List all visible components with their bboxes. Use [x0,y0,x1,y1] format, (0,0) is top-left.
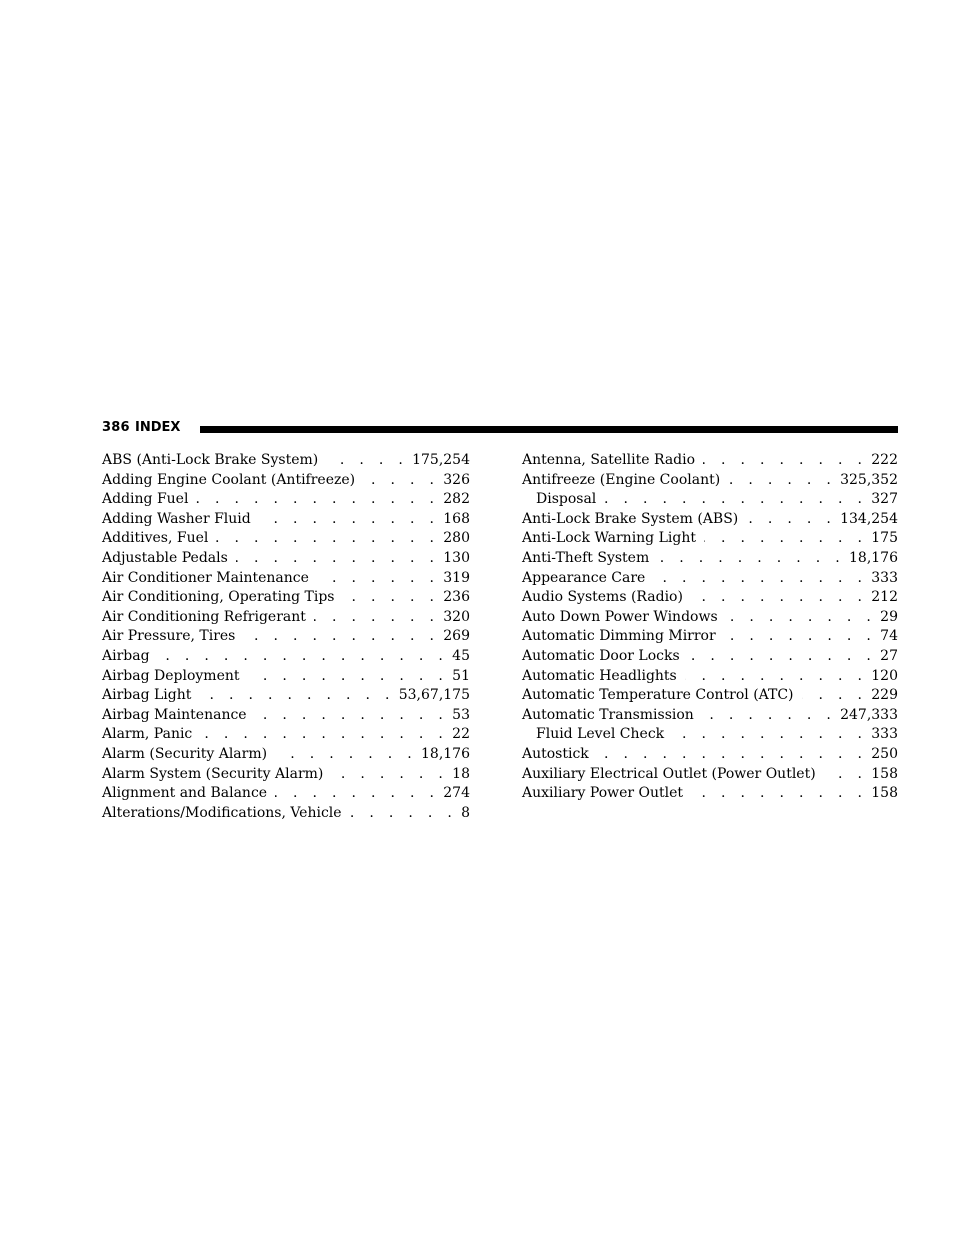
index-entry [102,784,470,804]
dot-leader [802,686,868,706]
index-entry [522,529,898,549]
entry-term: Alterations/Modifications, Vehicle [102,804,342,821]
dot-leader [691,784,867,804]
entry-pages: 175,254 [412,452,470,468]
entry-pages: 250 [871,745,898,762]
dot-leader [350,804,458,824]
dot-leader [199,686,394,706]
index-entry [522,569,898,589]
entry-term: Adding Fuel [102,491,189,508]
index-column-right [522,451,898,804]
entry-term: Adding Washer Fluid [102,510,251,527]
dot-leader [688,647,877,667]
dot-leader [275,745,417,765]
entry-term: Alarm (Security Alarm) [102,745,268,762]
index-entry [102,804,470,824]
entry-term: Automatic Temperature Control (ATC) [522,687,794,704]
section-title: INDEX [135,420,181,435]
dot-leader [604,490,867,510]
entry-pages: 280 [443,530,470,547]
entry-pages: 53,67,175 [398,687,470,704]
index-entry [522,706,898,726]
entry-pages: 74 [880,628,898,645]
entry-pages: 158 [871,785,898,802]
index-entry [102,765,470,785]
entry-term: Automatic Door Locks [522,647,680,664]
entry-term: Auto Down Power Windows [522,608,718,625]
index-entry [102,451,470,471]
entry-pages: 269 [443,628,470,645]
entry-term: Additives, Fuel [102,530,209,547]
entry-term: Adjustable Pedals [102,549,228,566]
entry-pages: 212 [871,589,898,606]
index-entry [522,588,898,608]
entry-pages: 282 [443,491,470,508]
entry-pages: 130 [443,549,470,566]
dot-leader [216,529,439,549]
entry-term: Autostick [522,745,589,762]
index-entry [522,627,898,647]
dot-leader [702,706,836,726]
index-entry [522,745,898,765]
index-entry [522,549,898,569]
entry-pages: 53 [452,706,470,723]
entry-pages: 229 [871,687,898,704]
entry-pages: 326 [443,471,470,488]
entry-pages: 51 [452,667,470,684]
dot-leader [236,549,439,569]
index-entry [102,510,470,530]
entry-term: Airbag Maintenance [102,706,247,723]
entry-term: Automatic Dimming Mirror [522,628,716,645]
entry-pages: 320 [443,608,470,625]
dot-leader [314,608,439,628]
entry-term: Auxiliary Electrical Outlet (Power Outlet) [522,765,816,782]
entry-term: Airbag [102,647,150,664]
dot-leader [685,667,868,687]
dot-leader [326,451,408,471]
entry-term: Appearance Care [522,569,646,586]
entry-term: Alarm, Panic [102,726,193,743]
dot-leader [243,627,439,647]
dot-leader [200,725,448,745]
entry-pages: 158 [871,765,898,782]
index-column-left [102,451,470,823]
entry-pages: 175 [871,530,898,547]
entry-pages: 333 [871,569,898,586]
entry-term: Adding Engine Coolant (Antifreeze) [102,471,356,488]
entry-pages: 120 [871,667,898,684]
index-entry [522,667,898,687]
dot-leader [158,647,449,667]
entry-term: Anti-Lock Warning Light [522,530,696,547]
entry-term: Automatic Headlights [522,667,677,684]
entry-pages: 27 [880,647,898,664]
entry-pages: 247,333 [840,706,898,723]
dot-leader [248,667,449,687]
entry-term: Air Pressure, Tires [102,628,236,645]
index-entry [522,471,898,491]
entry-term: Antifreeze (Engine Coolant) [522,471,721,488]
entry-term: Air Conditioning Refrigerant [102,608,306,625]
entry-pages: 18,176 [849,549,898,566]
dot-leader [255,706,449,726]
dot-leader [746,510,836,530]
index-entry [102,608,470,628]
dot-leader [343,588,440,608]
index-entry [102,647,470,667]
entry-pages: 325,352 [840,471,898,488]
entry-term: ABS (Anti-Lock Brake System) [102,452,319,468]
dot-leader [724,627,876,647]
page-header [102,417,898,439]
index-entry [522,510,898,530]
dot-leader [275,784,439,804]
entry-pages: 222 [871,452,898,468]
dot-leader [703,451,867,471]
index-entry [102,686,470,706]
entry-pages: 29 [880,608,898,625]
dot-leader [672,725,867,745]
dot-leader [704,529,867,549]
entry-pages: 8 [461,804,470,821]
dot-leader [597,745,867,765]
entry-pages: 236 [443,589,470,606]
index-entry [102,490,470,510]
entry-term: Anti-Lock Brake System (ABS) [522,510,739,527]
index-entry [522,608,898,628]
index-entry [102,745,470,765]
index-entry [102,529,470,549]
index-entry [102,549,470,569]
entry-term: Anti-Theft System [522,549,650,566]
entry-term: Audio Systems (Radio) [522,589,683,606]
entry-term: Auxiliary Power Outlet [522,785,684,802]
index-entry [102,471,470,491]
entry-term: Antenna, Satellite Radio [522,452,696,468]
index-entry [102,569,470,589]
index-entry [522,765,898,785]
entry-term: Air Conditioner Maintenance [102,569,309,586]
entry-pages: 319 [443,569,470,586]
entry-term: Alarm System (Security Alarm) [102,765,324,782]
dot-leader [691,588,867,608]
entry-term: Air Conditioning, Operating Tips [102,589,335,606]
index-entry [102,706,470,726]
index-subentry [522,725,898,745]
page-number: 386 [102,420,130,435]
entry-term: Fluid Level Check [536,726,665,743]
entry-term: Airbag Deployment [102,667,240,684]
dot-leader [259,510,440,530]
dot-leader [653,569,867,589]
entry-pages: 22 [452,726,470,743]
index-entry [522,451,898,471]
dot-leader [317,569,439,589]
entry-pages: 18,176 [421,745,470,762]
index-entry [522,784,898,804]
entry-term: Alignment and Balance [102,785,268,802]
entry-term: Automatic Transmission [522,706,694,723]
dot-leader [363,471,439,491]
index-entry [102,667,470,687]
header-rule [200,426,898,433]
index-entry [522,686,898,706]
dot-leader [331,765,448,785]
entry-term: Airbag Light [102,687,192,704]
entry-pages: 45 [452,647,470,664]
index-entry [102,588,470,608]
entry-term: Disposal [536,491,597,508]
dot-leader [196,490,439,510]
dot-leader [728,471,836,491]
dot-leader [657,549,845,569]
entry-pages: 168 [443,510,470,527]
entry-pages: 327 [871,491,898,508]
index-entry [102,627,470,647]
index-subentry [522,490,898,510]
index-entry [522,647,898,667]
entry-pages: 134,254 [840,510,898,527]
dot-leader [824,765,868,785]
index-entry [102,725,470,745]
entry-pages: 18 [452,765,470,782]
entry-pages: 333 [871,726,898,743]
entry-pages: 274 [443,785,470,802]
dot-leader [726,608,877,628]
